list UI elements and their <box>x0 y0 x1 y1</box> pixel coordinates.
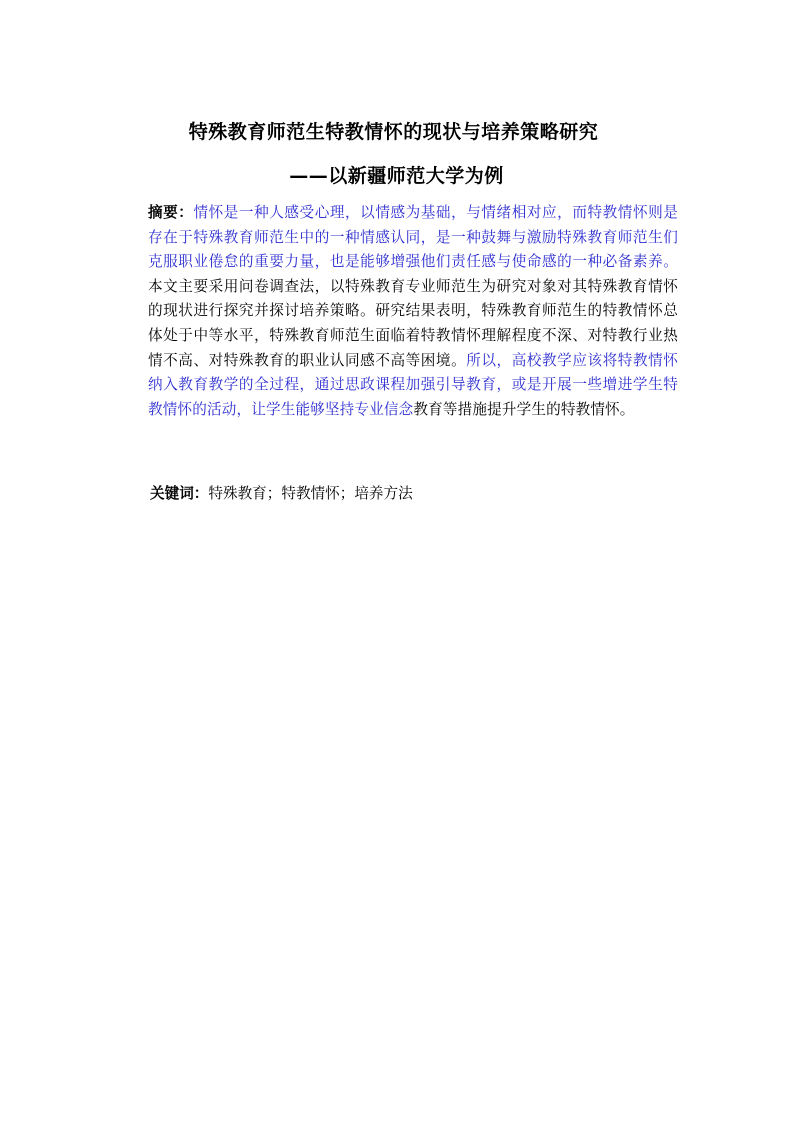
abstract-text-part3: 所以，高校教学应该将特教情怀纳入教育教学的全过程，通过思政课程加强引导教育，或是开展一些增进学生特教情怀的活动，让学生能够坚持专业信念 <box>148 351 678 418</box>
abstract-text-part4: 教育等措施提升学生的特教情怀。 <box>413 400 635 418</box>
keywords-value: 特殊教育；特教情怀；培养方法 <box>208 485 413 502</box>
keywords-label: 关键词： <box>150 485 209 502</box>
abstract-paragraph <box>148 201 678 422</box>
document-subtitle: ——以新疆师范大学为例 <box>289 165 504 187</box>
abstract-label: 摘要： <box>148 204 194 221</box>
abstract-text-part2: 本文主要采用问卷调查法，以特殊教育专业师范生为研究对象对其特殊教育情怀的现状进行探究并探讨培养策略。研究结果表明，特殊教育师范生的特教情怀总体处于中等水平，特殊教育师范生面临着特教情怀理解程度不深、对特教行业热情不高、对特殊教育的职业认同感不高等困境。 <box>148 277 678 369</box>
abstract-text-part1: 情怀是一种人感受心理，以情感为基础，与情绪相对应，而特教情怀则是存在于特殊教育师范生中的一种情感认同，是一种鼓舞与激励特殊教育师范生们克服职业倦怠的重要力量，也是能够增强他们责任感与使命感的一种必备素养。 <box>148 204 678 271</box>
keywords-line <box>150 484 413 504</box>
document-title: 特殊教育师范生特教情怀的现状与培养策略研究 <box>188 121 599 143</box>
